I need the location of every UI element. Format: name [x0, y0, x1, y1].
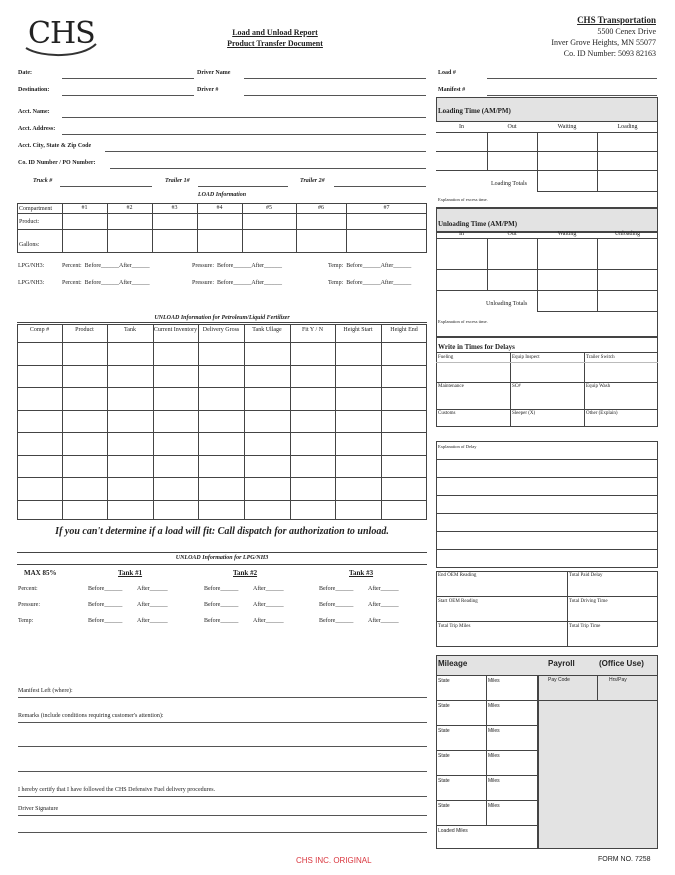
certify-line [18, 796, 427, 797]
acct-address-label: Acct. Address: [18, 126, 56, 132]
destination-line[interactable] [62, 95, 194, 96]
footer-form-no: FORM NO. 7258 [598, 856, 651, 863]
load-line[interactable] [487, 78, 657, 79]
lpg-before-field[interactable]: Before______ [319, 618, 354, 624]
mileage-miles-label: Miles [488, 803, 500, 809]
unload-petro-title: UNLOAD Information for Petroleum/Liquid Fertilizer [154, 315, 290, 321]
lpg-after-field[interactable]: After______ [253, 618, 284, 624]
mileage-title: Mileage [438, 659, 468, 668]
doc-subtitle: Product Transfer Document [227, 39, 323, 48]
truck-label: Truck # [33, 178, 53, 184]
tank2-header: Tank #2 [233, 569, 258, 577]
mileage-state-label: State [438, 703, 450, 709]
row-label-product: Product: [19, 219, 40, 225]
unload-lpg-title: UNLOAD Information for LPG/NH3 [175, 555, 269, 561]
coid-po-line[interactable] [110, 168, 426, 169]
lpg-before-field[interactable]: Before______ [319, 602, 354, 608]
lpg-after-field[interactable]: After______ [137, 602, 168, 608]
company-coid: Co. ID Number: 5093 82163 [563, 49, 656, 58]
lpg-after-field[interactable]: After______ [253, 586, 284, 592]
petro-col-inventory: Current Inventory [153, 327, 198, 333]
acct-address-line[interactable] [62, 134, 426, 135]
manifest-left-line[interactable] [18, 697, 427, 698]
total-driving-time-label: Total Driving Time [569, 599, 608, 604]
lpg-after-field[interactable]: After______ [253, 602, 284, 608]
unloading-col-out: Out [507, 231, 517, 237]
lpg-row1-percent: Percent: Before______After______ [62, 263, 150, 269]
petro-col-height-start: Height Start [343, 327, 373, 333]
remarks-line-1[interactable] [18, 722, 427, 723]
lpg-row2-pressure: Pressure: Before______After______ [192, 280, 282, 286]
total-paid-delay-label: Total Paid Delay [569, 573, 603, 578]
petro-col-delivery: Delivery Gross [202, 327, 240, 333]
office-use-title: (Office Use) [599, 659, 644, 668]
remarks-line-3[interactable] [18, 771, 427, 772]
certify-text: I hereby certify that I have followed the CHS Defensive Fuel delivery procedures. [18, 787, 216, 793]
driver-signature-label: Driver Signature [18, 806, 59, 812]
driver-no-line[interactable] [244, 95, 426, 96]
row-label-gallons: Gallons: [19, 242, 40, 248]
coid-po-label: Co. ID Number / PO Number: [18, 160, 96, 166]
loading-col-out: Out [507, 124, 517, 130]
trailer2-label: Trailer 2# [300, 178, 325, 184]
remarks-line-2[interactable] [18, 746, 427, 747]
acct-city-label: Acct. City, State & Zip Code [18, 143, 92, 149]
company-address1: 5500 Cenex Drive [597, 27, 656, 36]
lpg-row2-percent: Percent: Before______After______ [62, 280, 150, 286]
mileage-state-label: State [438, 678, 450, 684]
petro-col-height-end: Height End [390, 327, 418, 333]
lpg-unload-row-label: Percent: [18, 586, 38, 592]
payroll-title: Payroll [548, 659, 575, 668]
max-85: MAX 85% [24, 569, 57, 577]
lpg-before-field[interactable]: Before______ [88, 618, 123, 624]
delay-cell-label: Other (Explain) [586, 411, 618, 416]
lpg-row2-label: LPG/NH3: [18, 280, 45, 286]
lpg-unload-row-label: Temp: [18, 618, 34, 624]
trailer2-line[interactable] [334, 186, 426, 187]
end-oem-label: End OEM Reading [438, 573, 477, 578]
delay-cell-label: Sleeper (X) [512, 411, 536, 416]
row-label-compartment: Compartment [19, 206, 52, 212]
driver-no-label: Driver # [197, 87, 219, 93]
col-header-2: #2 [126, 205, 133, 211]
mileage-miles-label: Miles [488, 753, 500, 759]
chs-logo [22, 14, 102, 58]
lpg-before-field[interactable]: Before______ [204, 602, 239, 608]
loading-col-loading: Loading [617, 124, 638, 130]
driver-name-label: Driver Name [197, 70, 231, 76]
delay-cell-label: Customs [438, 411, 456, 416]
load-label: Load # [438, 70, 456, 76]
delay-cell-label: SC# [512, 384, 521, 389]
unloading-col-in: In [459, 231, 464, 237]
mileage-miles-label: Miles [488, 728, 500, 734]
petro-col-fit: Fit Y / N [301, 327, 324, 333]
loading-explanation: Explanation of excess time. [438, 197, 488, 202]
lpg-before-field[interactable]: Before______ [204, 618, 239, 624]
mileage-state-label: State [438, 778, 450, 784]
unloading-col-waiting: Waiting [557, 231, 577, 237]
lpg-before-field[interactable]: Before______ [88, 586, 123, 592]
col-header-4: #4 [216, 205, 223, 211]
loading-totals-label: Loading Totals [491, 181, 527, 187]
petro-col-comp: Comp # [29, 327, 50, 333]
petro-col-product: Product [75, 327, 94, 333]
tank3-header: Tank #3 [349, 569, 374, 577]
date-label: Date: [18, 70, 32, 76]
manifest-left-label: Manifest Left (where): [18, 688, 73, 694]
acct-name-label: Acct. Name: [18, 109, 50, 115]
unloading-col-unloading: Unloading [614, 231, 641, 237]
delay-explanation-label: Explanation of Delay [438, 444, 477, 449]
col-header-1: #1 [81, 205, 88, 211]
summary-panel [436, 571, 658, 647]
delays-title: Write in Times for Delays [438, 343, 515, 351]
lpg-before-field[interactable]: Before______ [88, 602, 123, 608]
loading-col-in: In [459, 124, 464, 130]
col-header-3: #3 [171, 205, 178, 211]
delay-cell-label: Equip Wash [586, 384, 611, 389]
signature-line-2 [18, 832, 427, 833]
destination-label: Destination: [18, 87, 50, 93]
lpg-after-field[interactable]: After______ [368, 602, 399, 608]
lpg-after-field[interactable]: After______ [368, 618, 399, 624]
total-trip-miles-label: Total Trip Miles [438, 624, 471, 629]
doc-title: Load and Unload Report [232, 28, 318, 37]
acct-name-line[interactable] [62, 117, 426, 118]
loaded-miles-label: Loaded Miles [438, 828, 468, 834]
delay-cell-label: Trailer Switch [586, 355, 615, 360]
lpg-row2-temp: Temp: Before______After______ [328, 280, 412, 286]
petro-col-ullage: Tank Ullage [252, 327, 282, 333]
acct-city-line[interactable] [105, 151, 426, 152]
manifest-label: Manifest # [438, 87, 466, 93]
lpg-after-field[interactable]: After______ [368, 586, 399, 592]
lpg-unload-row-label: Pressure: [18, 602, 40, 608]
logo-text: CHS [28, 16, 95, 51]
remarks-label: Remarks (include conditions requiring customer's attention): [18, 713, 164, 719]
lpg-before-field[interactable]: Before______ [204, 586, 239, 592]
lpg-row1-pressure: Pressure: Before______After______ [192, 263, 282, 269]
driver-name-line[interactable] [244, 78, 426, 79]
unloading-totals-label: Unloading Totals [486, 301, 528, 307]
signature-line[interactable] [18, 815, 427, 816]
lpg-after-field[interactable]: After______ [137, 618, 168, 624]
tank1-header: Tank #1 [118, 569, 143, 577]
hrs-pay-label: Hrs/Pay [609, 677, 627, 683]
lpg-after-field[interactable]: After______ [137, 586, 168, 592]
mileage-miles-label: Miles [488, 703, 500, 709]
company-name: CHS Transportation [577, 15, 656, 25]
unload-petro-table [17, 324, 427, 520]
footer-original: CHS INC. ORIGINAL [296, 856, 372, 865]
mileage-miles-label: Miles [488, 778, 500, 784]
date-line[interactable] [62, 78, 194, 79]
lpg-row1-label: LPG/NH3: [18, 263, 45, 269]
mileage-state-label: State [438, 728, 450, 734]
dispatch-notice: If you can't determine if a load will fit: Call dispatch for authorization to unload. [55, 526, 389, 537]
unloading-time-title: Unloading Time (AM/PM) [438, 220, 518, 228]
trailer1-label: Trailer 1# [165, 178, 190, 184]
mileage-miles-label: Miles [488, 678, 500, 684]
delay-cell-label: Fueling [438, 355, 454, 360]
delay-cell-label: Equip Inspect [512, 355, 540, 360]
mileage-state-label: State [438, 753, 450, 759]
loading-time-title: Loading Time (AM/PM) [438, 107, 511, 115]
mileage-state-label: State [438, 803, 450, 809]
loading-col-waiting: Waiting [557, 124, 577, 130]
petro-col-tank: Tank [124, 327, 136, 333]
col-header-6: #6 [318, 205, 324, 211]
delay-cell-label: Maintenance [438, 384, 464, 389]
col-header-7: #7 [383, 205, 390, 211]
col-header-5: #5 [266, 205, 272, 211]
company-address2: Inver Grove Heights, MN 55077 [551, 38, 656, 47]
start-oem-label: Start OEM Reading [438, 599, 478, 604]
pay-code-label: Pay Code [548, 677, 570, 683]
truck-line[interactable] [60, 186, 152, 187]
manifest-line[interactable] [487, 95, 657, 96]
total-trip-time-label: Total Trip Time [569, 624, 601, 629]
unloading-explanation: Explanation of excess time. [438, 319, 488, 324]
trailer1-line[interactable] [198, 186, 288, 187]
load-info-title: LOAD Information [197, 192, 247, 198]
lpg-row1-temp: Temp: Before______After______ [328, 263, 412, 269]
lpg-before-field[interactable]: Before______ [319, 586, 354, 592]
